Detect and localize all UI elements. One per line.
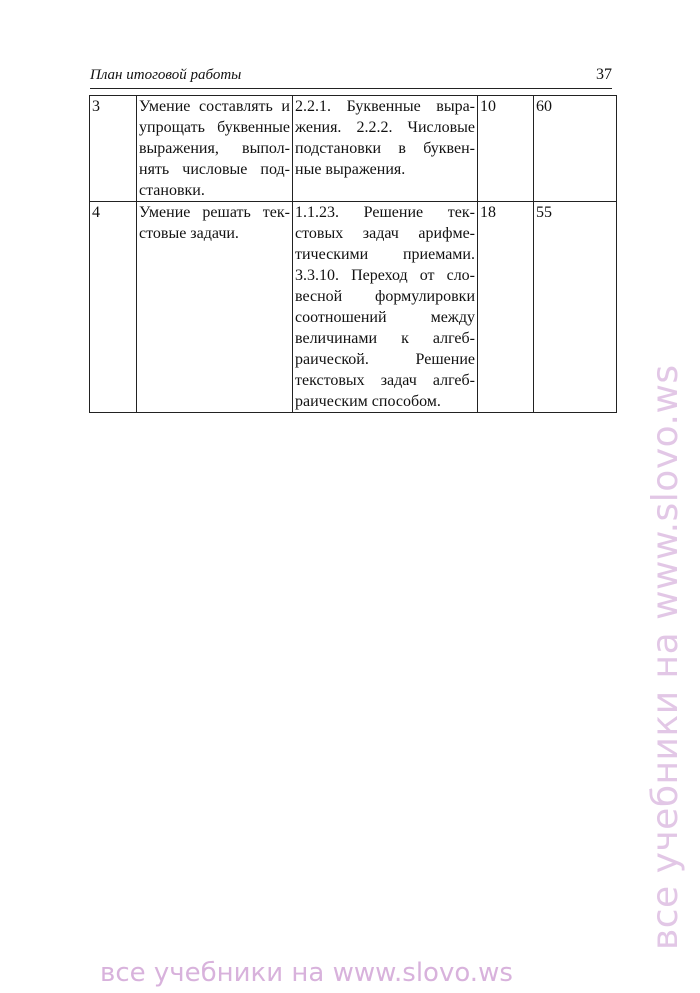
content-element-line: стовых задач арифме- <box>295 225 475 242</box>
skill-cell <box>137 96 293 202</box>
content-element-line: текстовых задач алгеб- <box>295 372 475 389</box>
content-element-line: раической. Решение <box>295 351 475 368</box>
content-elements-cell <box>293 202 478 413</box>
percent-cell: 60 <box>534 96 617 202</box>
skill-line: Умение составлять и <box>139 98 290 115</box>
tasks-count-cell: 18 <box>478 202 534 413</box>
running-title: План итоговой работы <box>90 67 242 83</box>
plan-table <box>89 95 617 413</box>
running-head <box>90 66 612 86</box>
skill-cell <box>137 202 293 413</box>
plan-table-body <box>90 96 617 413</box>
content-element-line: 1.1.23. Решение тек- <box>295 204 475 221</box>
watermark-bottom: все учебники на www.slovo.ws <box>100 958 513 988</box>
content-elements-cell <box>293 96 478 202</box>
watermark-vertical: все учебники на www.slovo.ws <box>645 364 686 950</box>
skill-line: Умение решать тек- <box>139 204 290 221</box>
tasks-count-cell: 10 <box>478 96 534 202</box>
skill-line: становки. <box>139 182 205 199</box>
content-element-line: подстановки в буквен- <box>295 140 475 157</box>
row-number-cell: 4 <box>90 202 137 413</box>
page-number: 37 <box>596 66 612 83</box>
content-element-line: весной формулировки <box>295 288 475 305</box>
content-element-line: тическими приемами. <box>295 246 475 263</box>
content-element-line: 2.2.1. Буквенные выра- <box>295 98 475 115</box>
skill-line: стовые задачи. <box>139 225 239 242</box>
skill-line: нять числовые под- <box>139 161 290 178</box>
content-element-line: 3.3.10. Переход от сло- <box>295 267 475 284</box>
skill-line: выражения, выпол- <box>139 140 290 157</box>
table-row <box>90 96 617 202</box>
content-element-line: величинами к алгеб- <box>295 330 475 347</box>
content-element-line: раическим способом. <box>295 393 441 410</box>
row-number-cell: 3 <box>90 96 137 202</box>
table-row <box>90 202 617 413</box>
content-element-line: ные выражения. <box>295 161 406 178</box>
header-rule <box>90 88 612 89</box>
content-element-line: жения. 2.2.2. Числовые <box>295 119 475 136</box>
percent-cell: 55 <box>534 202 617 413</box>
content-element-line: соотношений между <box>295 309 475 326</box>
skill-line: упрощать буквенные <box>139 119 290 136</box>
